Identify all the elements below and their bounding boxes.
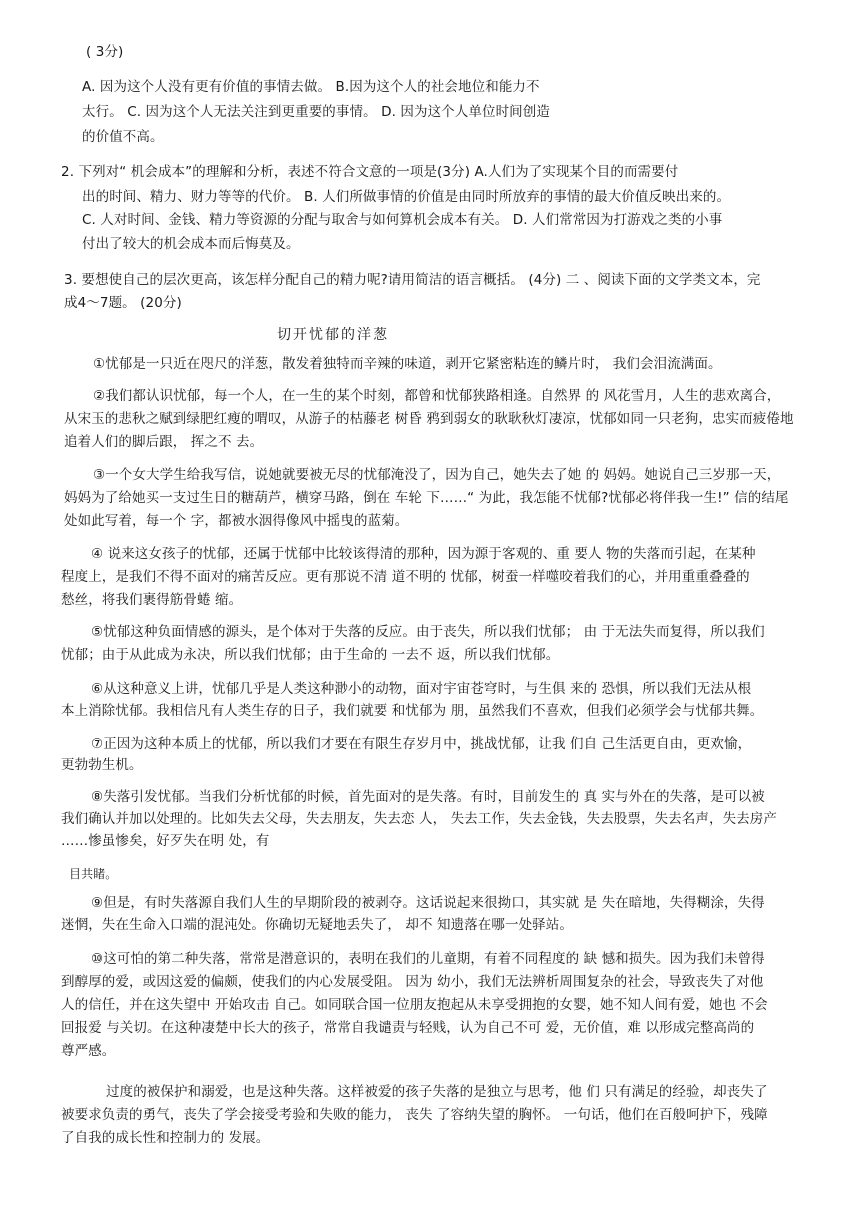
paragraph-line: 回报爱 与关切。在这种凄楚中长大的孩子，常常自我谴责与轻贱，认为自己不可 爱，无价值，难 以形成完整高尚的 bbox=[61, 1020, 755, 1036]
question-1-score: ( 3分) bbox=[86, 44, 124, 60]
paragraph-line: ④ 说来这女孩子的忧郁，还属于忧郁中比较该得清的那种，因为源于客观的、重 要人 物的失落而引起，在某种 bbox=[91, 546, 756, 562]
article-title: 切开忧郁的洋葱 bbox=[277, 327, 389, 343]
paragraph-line: 到醇厚的爱，或因这爱的偏颇，使我们的内心发展受阻。 因为 幼小，我们无法辨析周围复杂的社会，导致丧失了对他 bbox=[61, 974, 764, 990]
question-2-line-3: C. 人对时间、金钱、精力等资源的分配与取舍与如何算机会成本有关。 D. 人们常常因为打游戏之类的小事 bbox=[82, 212, 723, 228]
paragraph-line: ⑦正因为这种本质上的忧郁，所以我们才要在有限生存岁月中，挑战忧郁，让我 们自 己生活更自由，更欢愉， bbox=[91, 736, 752, 752]
question-1-line-1: A. 因为这个人没有更有价值的事情去做。 B.因为这个人的社会地位和能力不 bbox=[82, 79, 540, 95]
paragraph-line: 本上消除忧郁。我相信凡有人类生存的日子，我们就要 和忧郁为 朋，虽然我们不喜欢，但我们必须学会与忧郁共舞。 bbox=[61, 703, 764, 719]
paragraph-line: 我们确认并加以处理的。比如失去父母，失去朋友，失去恋 人， 失去工作，失去金钱，失去股票，失去名声，失去房产 bbox=[61, 811, 777, 827]
paragraph-line: ③一个女大学生给我写信，说她就要被无尽的忧郁淹没了，因为自己，她失去了她 的 妈妈。她说自己三岁那一天， bbox=[93, 467, 781, 483]
paragraph-line: 了自我的成长性和控制力的 发展。 bbox=[61, 1130, 270, 1146]
question-3-line-2: 成4～7题。 (20分) bbox=[64, 295, 182, 311]
question-2-line-2: 出的时间、精力、财力等等的代价。 B. 人们所做事情的价值是由同时所放弃的事情的最大价值反映出来的。 bbox=[82, 189, 731, 205]
paragraph-line: ⑥从这种意义上讲，忧郁几乎是人类这种渺小的动物，面对宇宙苍穹时，与生俱 来的 恐惧，所以我们无法从根 bbox=[91, 681, 752, 697]
question-1-line-2: 太行。 C. 因为这个人无法关注到更重要的事情。 D. 因为这个人单位时间创造 bbox=[82, 104, 550, 120]
paragraph-line: 愁丝，将我们裹得筋骨蜷 缩。 bbox=[61, 592, 243, 608]
paragraph-line: 处如此写着，每一个 字，都被水洇得像风中摇曳的蓝菊。 bbox=[64, 513, 409, 529]
paragraph-line: ……惨虽惨矣，好歹失在明 处，有 bbox=[61, 833, 270, 849]
paragraph-line: ①忧郁是一只近在咫尺的洋葱，散发着独特而辛辣的味道，剥开它紧密粘连的鳞片时， 我们会泪流满面。 bbox=[93, 356, 722, 372]
question-3-line-1: 3. 要想使自己的层次更高，该怎样分配自己的精力呢?请用简洁的语言概括。 (4分) 二 、阅读下面的文学类文本，完 bbox=[64, 272, 761, 288]
paragraph-line: ②我们都认识忧郁，每一个人，在一生的某个时刻，都曾和忧郁狭路相逢。自然界 的 风花雪月，人生的悲欢离合， bbox=[93, 388, 781, 404]
question-2-line-1: 2. 下列对“ 机会成本”的理解和分析，表述不符合文意的一项是(3分) A.人们为了实现某个目的而需要付 bbox=[61, 164, 679, 180]
paragraph-line: 从宋玉的悲秋之赋到绿肥红瘦的喟叹，从游子的枯藤老 树昏 鸦到弱女的耿耿秋灯凄凉，忧郁如同一只老狗，忠实而疲倦地 bbox=[64, 411, 794, 427]
paragraph-line: 迷惘，失在生命入口端的混沌处。你确切无疑地丢失了， 却不 知遗落在哪一处驿站。 bbox=[61, 917, 573, 933]
question-1-line-3: 的价值不高。 bbox=[82, 129, 164, 145]
paragraph-line: 更勃勃生机。 bbox=[61, 757, 143, 773]
paragraph-line: 追着人们的脚后跟， 挥之不 去。 bbox=[64, 434, 264, 450]
paragraph-line: 程度上，是我们不得不面对的痛苦反应。更有那说不清 道不明的 忧郁，树蚕一样噬咬着我们的心，并用重重叠叠的 bbox=[61, 569, 750, 585]
paragraph-line: 目共睹。 bbox=[69, 867, 118, 881]
paragraph-line: ⑨但是，有时失落源自我们人生的早期阶段的被剥夺。这话说起来很拗口，其实就 是 失在暗地，失得糊涂，失得 bbox=[91, 895, 765, 911]
paragraph-line: 被要求负责的勇气，丧失了学会接受考验和失败的能力， 丧失 了容纳失望的胸怀。 一句话，他们在百般呵护下，残障 bbox=[61, 1107, 768, 1123]
paragraph-line: 过度的被保护和溺爱，也是这种失落。这样被爱的孩子失落的是独立与思考，他 们 只有满足的经验，却丧失了 bbox=[106, 1084, 768, 1100]
paragraph-line: 忧郁；由于从此成为永决，所以我们忧郁；由于生命的 一去不 返，所以我们忧郁。 bbox=[61, 647, 560, 663]
paragraph-line: 妈妈为了给她买一支过生日的糖葫芦，横穿马路，倒在 车轮 下……“ 为此，我怎能不忧郁?忧郁必将伴我一生!” 信的结尾 bbox=[64, 490, 789, 506]
question-2-line-4: 付出了较大的机会成本而后悔莫及。 bbox=[82, 236, 300, 252]
paragraph-line: 尊严感。 bbox=[61, 1043, 116, 1059]
paragraph-line: ⑤忧郁这种负面情感的源头，是个体对于失落的反应。由于丧失，所以我们忧郁； 由 于无法失而复得，所以我们 bbox=[91, 624, 765, 640]
paragraph-line: ⑧失落引发忧郁。当我们分析忧郁的时候，首先面对的是失落。有时，目前发生的 真 实与外在的失落，是可以被 bbox=[91, 789, 765, 805]
paragraph-line: 人的信任，并在这失望中 开始攻击 自己。如同联合国一位朋友抱起从未享受拥抱的女婴，她不知人间有爱，她也 不会 bbox=[61, 997, 768, 1013]
paragraph-line: ⑩这可怕的第二种失落，常常是潜意识的，表明在我们的儿童期，有着不同程度的 缺 憾和损失。因为我们未曾得 bbox=[91, 951, 765, 967]
